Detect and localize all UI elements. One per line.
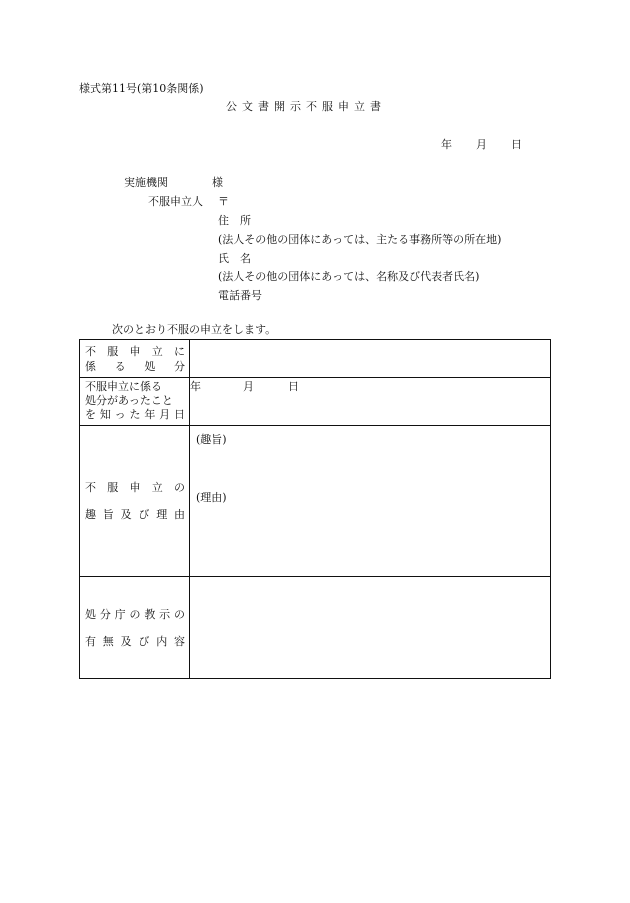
label-line: 処分があったこと [85,394,173,407]
notice-date-field[interactable] [190,378,551,426]
purport-label: (趣旨) [196,433,227,446]
label-line: 不 服 申 立 の [85,481,185,494]
label-line: 趣 旨 及 び 理 由 [85,508,185,521]
day-label: 日 [288,380,299,393]
label-line: 不 服 申 立 に [85,345,185,358]
table-row [80,577,551,679]
document-title: 公文書開示不服申立書 [226,100,386,113]
disputed-decision-label [80,340,190,378]
table-row [80,426,551,577]
year-label: 年 [190,380,201,393]
honorific: 様 [212,176,223,189]
notice-date-label [80,378,190,426]
reason-label: (理由) [196,491,227,504]
label-line: 不服申立に係る [85,380,162,393]
phone-label: 電話番号 [218,289,262,302]
agency-label: 実施機関 [124,176,168,189]
address-note: (法人その他の団体にあっては、主たる事務所等の所在地) [218,233,502,246]
applicant-label: 不服申立人 [148,195,203,208]
instruction-label [80,577,190,679]
day-label: 日 [511,138,522,151]
name-label: 氏 名 [218,252,251,265]
form-number: 様式第11号(第10条関係) [79,82,204,95]
month-label: 月 [243,380,254,393]
label-line: 処 分 庁 の 教 示 の [85,607,185,621]
postal-mark: 〒 [218,195,229,208]
disputed-decision-field[interactable] [190,340,551,378]
intro-text: 次のとおり不服の申立をします。 [112,323,277,336]
addressee [124,176,223,189]
address-label: 住 所 [218,214,251,227]
submission-date [441,138,522,151]
label-line: を 知 っ た 年 月 日 [85,408,185,421]
purport-reason-field[interactable] [190,426,551,577]
purport-reason-label [80,426,190,577]
label-line: 係 る 処 分 [85,360,185,373]
label-line: 有 無 及 び 内 容 [85,634,185,648]
table-row [80,340,551,378]
instruction-field[interactable] [190,577,551,679]
table-row [80,378,551,426]
appeal-form-table [79,339,551,679]
name-note: (法人その他の団体にあっては、名称及び代表者氏名) [218,270,480,283]
month-label: 月 [476,138,487,151]
year-label: 年 [441,138,452,151]
